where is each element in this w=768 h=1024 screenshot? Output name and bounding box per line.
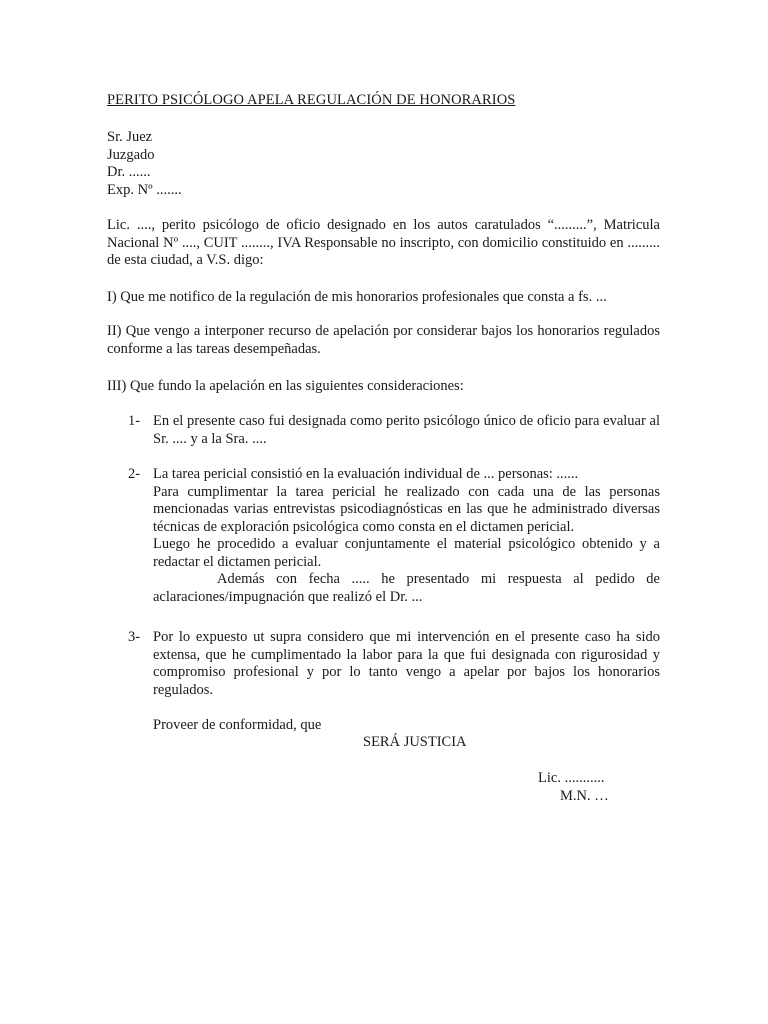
section-1-paragraph: I) Que me notifico de la regulación de mis honorarios profesionales que consta a fs. ... (107, 289, 607, 305)
section-2-paragraph: II) Que vengo a interponer recurso de apelación por considerar bajos los honorarios regulados conforme a las tareas desempeñadas. (107, 323, 660, 357)
signature-name: Lic. ........... (538, 770, 605, 786)
addressee-court: Juzgado (107, 146, 155, 163)
item-number: 1- (128, 413, 141, 429)
item-1-text: En el presente caso fui designada como perito psicólogo único de oficio para evaluar al Sr. .... y a la Sra. .... (153, 413, 660, 447)
sera-justicia: SERÁ JUSTICIA (363, 734, 467, 750)
addressee-doctor: Dr. ...... (107, 164, 151, 180)
item-3-text: Por lo expuesto ut supra considero que mi intervención en el presente caso ha sido extensa, que he cumplimentado la labor para la que fui designada con rigurosidad y compromiso profesional y por lo tanto vengo a apelar por bajos los honorarios regulados. (153, 629, 660, 698)
item-number: 2- (128, 466, 141, 482)
document-title: PERITO PSICÓLOGO APELA REGULACIÓN DE HONORARIOS (107, 92, 516, 108)
item-2-text-d: Además con fecha ..... he presentado mi respuesta al pedido de aclaraciones/impugnación que realizó el Dr. ... (153, 571, 660, 605)
item-number: 3- (128, 629, 141, 645)
signature-registration: M.N. … (560, 787, 609, 804)
item-2-text-b: Para cumplimentar la tarea pericial he realizado con cada una de las personas mencionadas varias entrevistas psicodiagnósticas en las que he administrado diversas técnicas de exploración psicológica como consta en el dictamen pericial. (153, 483, 660, 535)
signature-block (538, 770, 609, 805)
closing-request: Proveer de conformidad, que (153, 717, 322, 733)
item-2-text-a: La tarea pericial consistió en la evaluación individual de ... personas: ...... (153, 466, 579, 482)
item-2-text-c: Luego he procedido a evaluar conjuntamente el material psicológico obtenido y a redactar el dictamen pericial. (153, 536, 660, 570)
addressee-block (107, 129, 182, 199)
addressee-file-number: Exp. Nº ....... (107, 181, 182, 198)
addressee-judge: Sr. Juez (107, 129, 153, 145)
intro-paragraph: Lic. ...., perito psicólogo de oficio designado en los autos caratulados “.........”, Matricula Nacional Nº ...., CUIT ........, IVA Responsable no inscripto, con domicilio constituido en ......... de esta ciudad, a V.S. digo: (107, 217, 660, 268)
consideration-item-1 (128, 413, 660, 448)
consideration-item-2 (128, 466, 660, 606)
section-3-paragraph: III) Que fundo la apelación en las siguientes consideraciones: (107, 378, 464, 394)
consideration-item-3 (128, 629, 660, 699)
